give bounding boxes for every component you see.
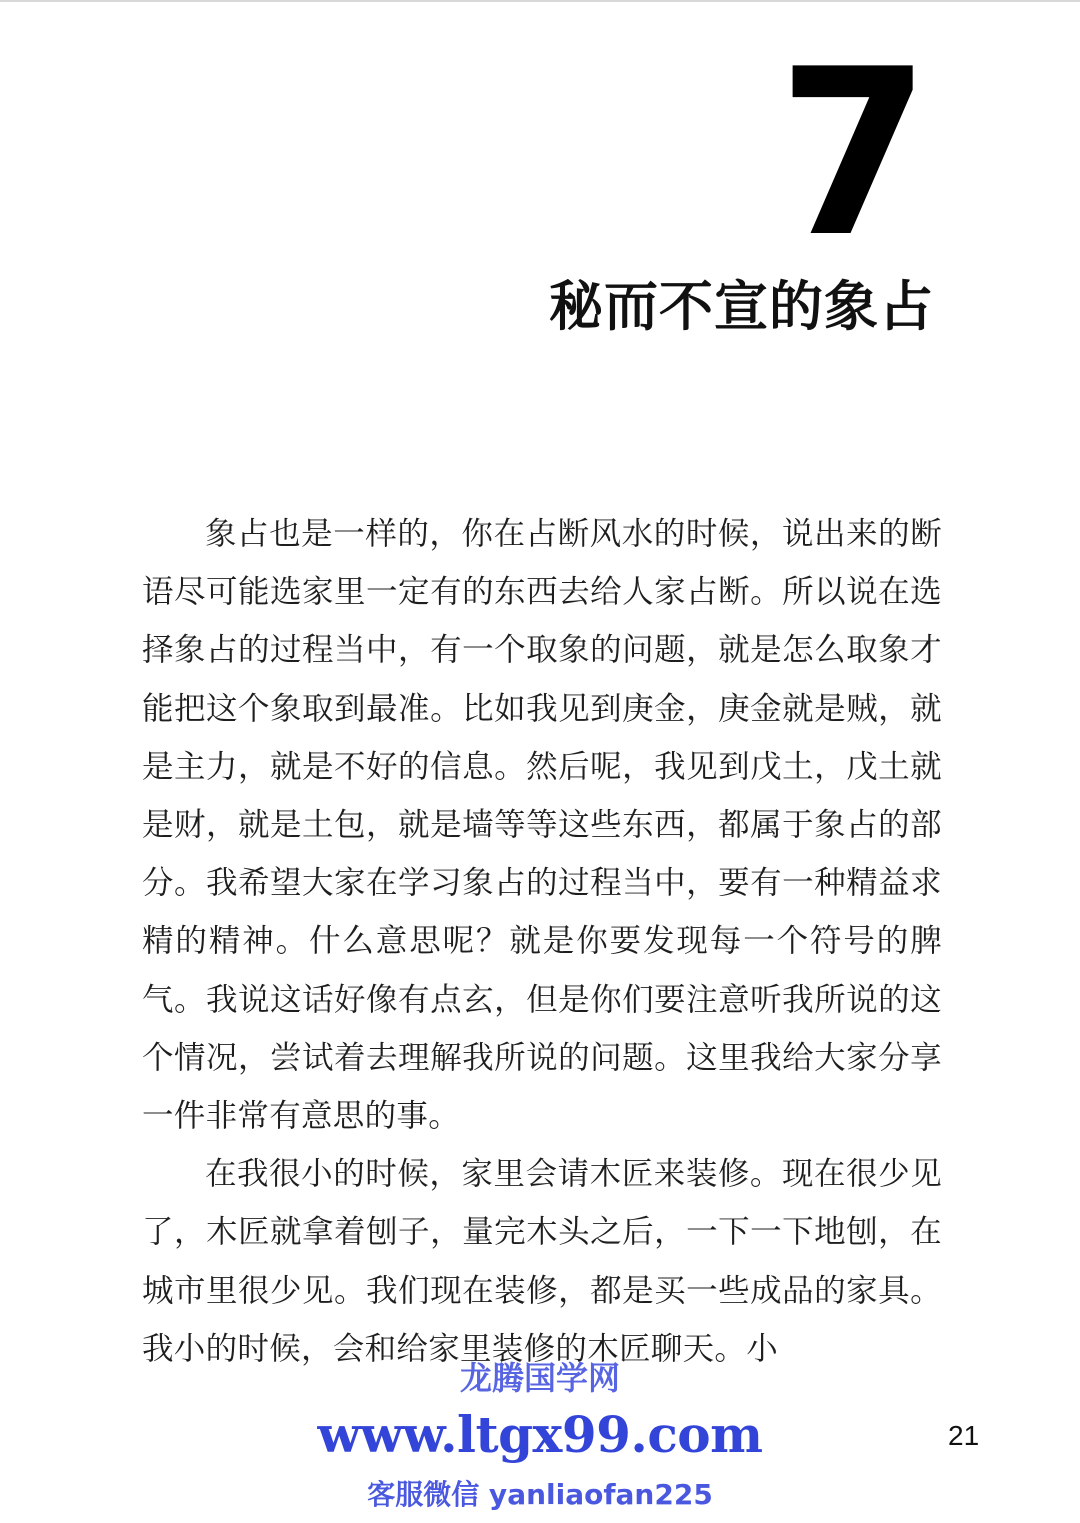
top-edge-rule bbox=[0, 0, 1080, 2]
watermark-url: www.ltgx99.com bbox=[317, 1405, 763, 1464]
paragraph-2: 在我很小的时候，家里会请木匠来装修。现在很少见了，木匠就拿着刨子，量完木头之后，一下一下地刨，在城市里很少见。我们现在装修，都是买一些成品的家具。我小的时候，会和给家里装修的木匠聊天。小 bbox=[142, 1156, 942, 1367]
chapter-title: 秘而不宣的象占 bbox=[549, 275, 934, 338]
chapter-number: 7 bbox=[777, 21, 930, 288]
paragraph-1: 象占也是一样的，你在占断风水的时候，说出来的断语尽可能选家里一定有的东西去给人家占断。所以说在选择象占的过程当中，有一个取象的问题，就是怎么取象才能把这个象取到最准。比如我见到庚金，庚金就是贼，就是主力，就是不好的信息。然后呢，我见到戊土，戊土就是财，就是土包，就是墙等等这些东西，都属于象占的部分。我希望大家在学习象占的过程当中，要有一种精益求精的精神。什么意思呢？就是你要发现每一个符号的脾气。我说这话好像有点玄，但是你们要注意听我所说的这个情况，尝试着去理解我所说的问题。这里我给大家分享一件非常有意思的事。 bbox=[142, 516, 942, 1135]
watermark-site-name: 龙腾国学网 bbox=[459, 1359, 620, 1397]
watermark-contact: 客服微信 yanliaofan225 bbox=[367, 1478, 713, 1511]
body-text bbox=[142, 505, 942, 1378]
page-number: 21 bbox=[948, 1420, 980, 1451]
